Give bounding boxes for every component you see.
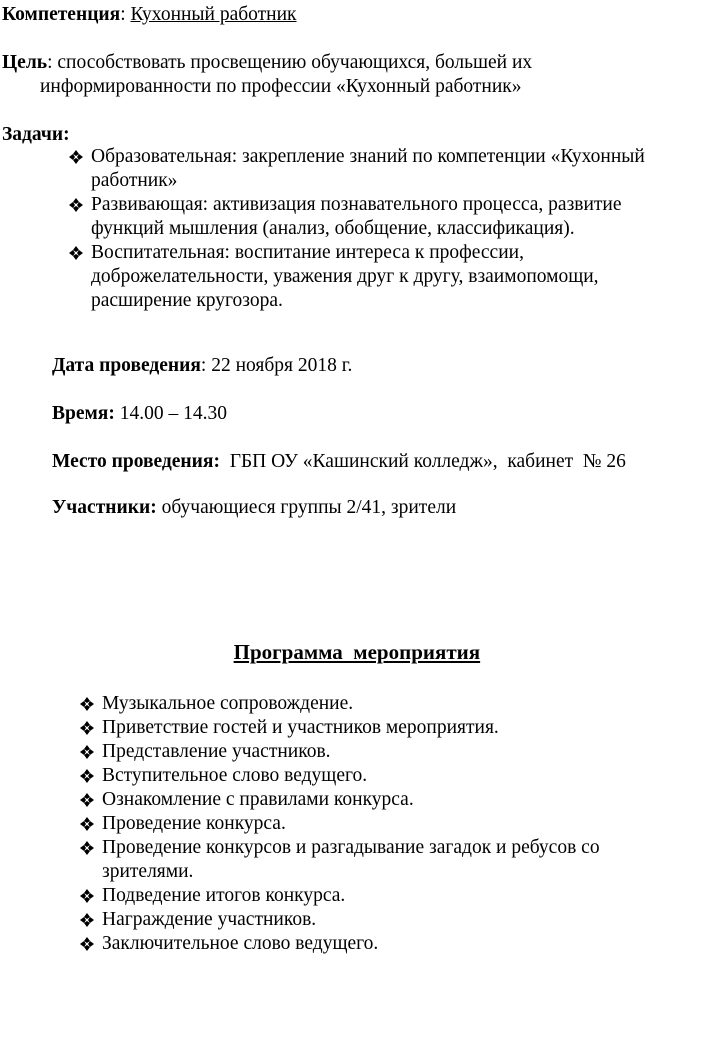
list-item: [67, 241, 645, 313]
list-item: [67, 145, 645, 193]
program-item-text: Проведение конкурсов и разгадывание загадок и ребусов со: [102, 837, 600, 858]
list-item: [78, 788, 600, 812]
program-title: Программа мероприятия: [233, 640, 481, 664]
tasks-list: [67, 145, 645, 313]
participants-label: Участники:: [52, 497, 157, 518]
diamond-bullet-icon: [78, 836, 98, 860]
program-item-text: Подведение итогов конкурса.: [102, 885, 346, 906]
goal-text-1: : способствовать просвещению обучающихся, большей их: [47, 52, 533, 73]
tasks-label: Задачи:: [2, 124, 70, 145]
list-item: [78, 836, 600, 884]
program-item-text: Музыкальное сопровождение.: [102, 693, 354, 714]
diamond-bullet-icon: [78, 764, 98, 788]
goal-text-2: информированности по профессии «Кухонный работник»: [40, 76, 522, 97]
time-label: Время:: [52, 403, 115, 424]
competence-value: Кухонный работник: [130, 4, 297, 25]
diamond-bullet-icon: [78, 716, 98, 740]
task-text-line: доброжелательности, уважения друг к другу, взаимопомощи,: [91, 266, 599, 287]
place-line: [52, 450, 626, 474]
task-text-line: работник»: [91, 170, 178, 191]
competence-label: Компетенция: [2, 4, 121, 25]
list-item: [78, 908, 600, 932]
diamond-bullet-icon: [78, 812, 98, 836]
goal-line-1: [2, 51, 532, 75]
tasks-heading: [2, 123, 70, 147]
list-item: [67, 193, 645, 241]
diamond-bullet-icon: [78, 884, 98, 908]
program-item-text: Вступительное слово ведущего.: [102, 765, 368, 786]
list-item: [78, 812, 600, 836]
place-label: Место проведения:: [52, 451, 220, 472]
place-value: ГБП ОУ «Кашинский колледж», кабинет № 26: [219, 451, 626, 472]
task-text-line: функций мышления (анализ, обобщение, классификация).: [91, 218, 575, 239]
time-value: 14.00 – 14.30: [114, 403, 227, 424]
date-line: [52, 354, 352, 378]
list-item: [78, 932, 600, 956]
diamond-bullet-icon: [78, 932, 98, 956]
participants-value: обучающиеся группы 2/41, зрители: [156, 497, 457, 518]
diamond-bullet-icon: [78, 692, 98, 716]
diamond-bullet-icon: [67, 193, 87, 217]
list-item: [78, 764, 600, 788]
list-item: [78, 692, 600, 716]
diamond-bullet-icon: [67, 145, 87, 169]
task-text-line: Воспитательная: воспитание интереса к профессии,: [91, 242, 524, 263]
diamond-bullet-icon: [78, 788, 98, 812]
date-label: Дата проведения: [52, 355, 201, 376]
task-text-line: Развивающая: активизация познавательного процесса, развитие: [91, 194, 622, 215]
competence-line: [2, 3, 297, 27]
program-item-text: Награждение участников.: [102, 909, 317, 930]
program-item-text: Ознакомление с правилами конкурса.: [102, 789, 414, 810]
date-value: : 22 ноября 2018 г.: [200, 355, 353, 376]
program-item-text: Проведение конкурса.: [102, 813, 286, 834]
program-list: [78, 692, 600, 956]
diamond-bullet-icon: [78, 740, 98, 764]
diamond-bullet-icon: [67, 241, 87, 265]
task-text-line: Образовательная: закрепление знаний по компетенции «Кухонный: [91, 146, 645, 167]
goal-label: Цель: [2, 52, 48, 73]
time-line: [52, 402, 227, 426]
task-text-line: расширение кругозора.: [91, 290, 283, 311]
list-item: [78, 884, 600, 908]
program-item-text: зрителями.: [102, 861, 194, 882]
list-item: [78, 716, 600, 740]
program-title-wrap: [0, 616, 704, 666]
diamond-bullet-icon: [78, 908, 98, 932]
program-item-text: Заключительное слово ведущего.: [102, 933, 379, 954]
list-item: [78, 740, 600, 764]
competence-sep: :: [120, 4, 131, 25]
program-item-text: Приветствие гостей и участников мероприятия.: [102, 717, 499, 738]
participants-line: [52, 496, 456, 520]
program-item-text: Представление участников.: [102, 741, 331, 762]
